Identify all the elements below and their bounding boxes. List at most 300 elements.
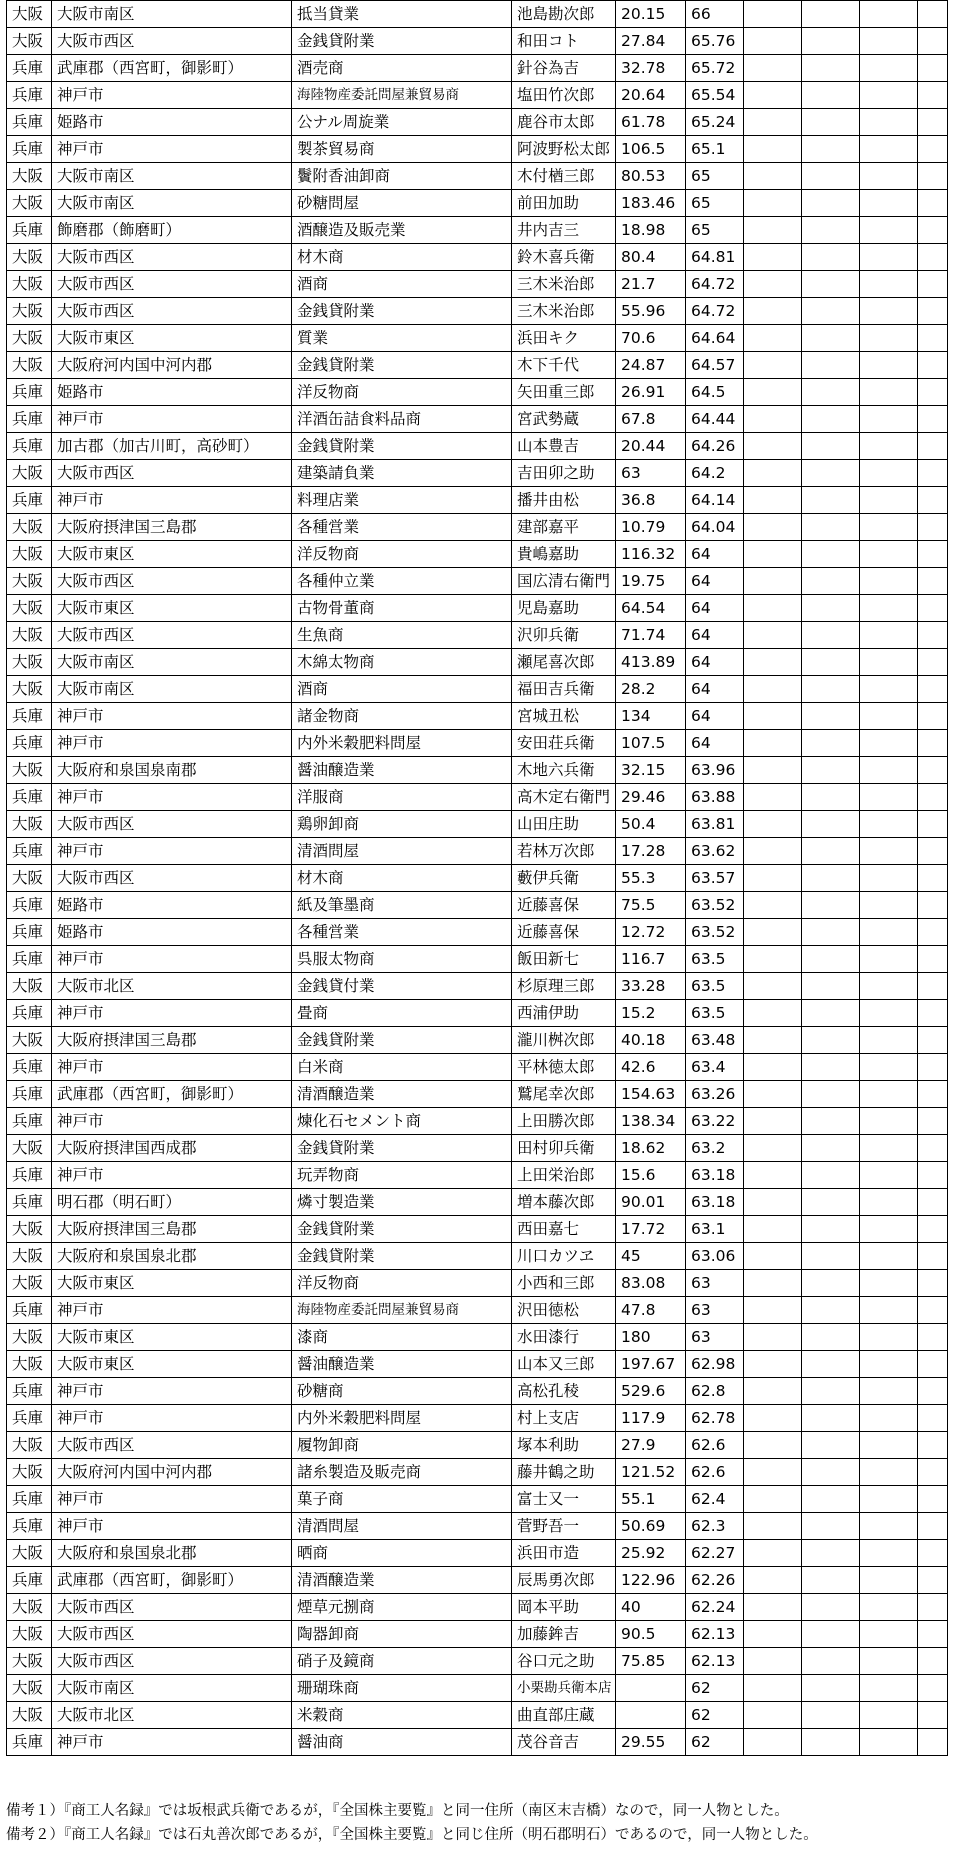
empty-cell [860, 487, 918, 514]
trade-cell: 内外米穀肥料問屋 [292, 1405, 512, 1432]
empty-cell [918, 1000, 948, 1027]
location-cell: 大阪市北区 [52, 1702, 292, 1729]
trade-cell: 金銭貸附業 [292, 352, 512, 379]
rate-cell: 66 [686, 1, 744, 28]
prefecture-cell: 大阪 [7, 676, 52, 703]
amount-cell: 28.2 [616, 676, 686, 703]
trade-cell: 菓子商 [292, 1486, 512, 1513]
trade-cell: 清酒問屋 [292, 838, 512, 865]
location-cell: 大阪市東区 [52, 541, 292, 568]
empty-cell [802, 379, 860, 406]
name-cell: 塚本利助 [512, 1432, 616, 1459]
empty-cell [744, 460, 802, 487]
amount-cell: 67.8 [616, 406, 686, 433]
prefecture-cell: 兵庫 [7, 1729, 52, 1756]
empty-cell [744, 217, 802, 244]
empty-cell [918, 28, 948, 55]
empty-cell [918, 1135, 948, 1162]
location-cell: 姫路市 [52, 379, 292, 406]
prefecture-cell: 兵庫 [7, 406, 52, 433]
prefecture-cell: 兵庫 [7, 1081, 52, 1108]
empty-cell [918, 109, 948, 136]
amount-cell: 154.63 [616, 1081, 686, 1108]
location-cell: 大阪市西区 [52, 622, 292, 649]
prefecture-cell: 大阪 [7, 298, 52, 325]
empty-cell [744, 703, 802, 730]
empty-cell [918, 1189, 948, 1216]
empty-cell [802, 1405, 860, 1432]
table-row [7, 1702, 948, 1729]
rate-cell: 65.24 [686, 109, 744, 136]
empty-cell [918, 55, 948, 82]
trade-cell: 清酒醸造業 [292, 1081, 512, 1108]
empty-cell [744, 730, 802, 757]
amount-cell: 80.53 [616, 163, 686, 190]
empty-cell [744, 514, 802, 541]
empty-cell [918, 1405, 948, 1432]
empty-cell [860, 1675, 918, 1702]
rate-cell: 62.6 [686, 1459, 744, 1486]
location-cell: 姫路市 [52, 892, 292, 919]
name-cell: 茂谷音吉 [512, 1729, 616, 1756]
empty-cell [860, 757, 918, 784]
empty-cell [860, 433, 918, 460]
rate-cell: 62 [686, 1675, 744, 1702]
prefecture-cell: 兵庫 [7, 1297, 52, 1324]
table-row [7, 811, 948, 838]
empty-cell [860, 109, 918, 136]
table-row [7, 838, 948, 865]
name-cell: 山田庄助 [512, 811, 616, 838]
empty-cell [918, 541, 948, 568]
empty-cell [744, 595, 802, 622]
location-cell: 神戸市 [52, 487, 292, 514]
trade-cell: 酒商 [292, 676, 512, 703]
rate-cell: 64.26 [686, 433, 744, 460]
empty-cell [860, 1, 918, 28]
location-cell: 神戸市 [52, 946, 292, 973]
rate-cell: 63.22 [686, 1108, 744, 1135]
table-row [7, 1513, 948, 1540]
trade-cell: 酒商 [292, 271, 512, 298]
name-cell: 木地六兵衛 [512, 757, 616, 784]
empty-cell [744, 1324, 802, 1351]
name-cell: 若林万次郎 [512, 838, 616, 865]
prefecture-cell: 兵庫 [7, 838, 52, 865]
trade-cell: 醤油醸造業 [292, 1351, 512, 1378]
table-row [7, 1270, 948, 1297]
empty-cell [918, 1351, 948, 1378]
amount-cell: 121.52 [616, 1459, 686, 1486]
location-cell: 大阪市西区 [52, 1621, 292, 1648]
table-row [7, 1, 948, 28]
location-cell: 大阪市東区 [52, 325, 292, 352]
name-cell: 上田栄治郎 [512, 1162, 616, 1189]
amount-cell: 107.5 [616, 730, 686, 757]
empty-cell [918, 676, 948, 703]
empty-cell [744, 1135, 802, 1162]
footnotes [6, 1799, 966, 1847]
name-cell: 吉田卯之助 [512, 460, 616, 487]
empty-cell [744, 379, 802, 406]
rate-cell: 62 [686, 1702, 744, 1729]
rate-cell: 63.5 [686, 973, 744, 1000]
rate-cell: 62.13 [686, 1621, 744, 1648]
rate-cell: 62.4 [686, 1486, 744, 1513]
empty-cell [918, 1054, 948, 1081]
prefecture-cell: 大阪 [7, 1540, 52, 1567]
prefecture-cell: 大阪 [7, 1270, 52, 1297]
trade-cell: 洋服商 [292, 784, 512, 811]
table-row [7, 1108, 948, 1135]
empty-cell [860, 730, 918, 757]
trade-cell: 醤油商 [292, 1729, 512, 1756]
empty-cell [802, 28, 860, 55]
table-row [7, 1054, 948, 1081]
table-row [7, 352, 948, 379]
amount-cell: 20.15 [616, 1, 686, 28]
empty-cell [860, 217, 918, 244]
rate-cell: 64 [686, 568, 744, 595]
table-row [7, 1621, 948, 1648]
location-cell: 神戸市 [52, 82, 292, 109]
empty-cell [744, 325, 802, 352]
table-row [7, 703, 948, 730]
name-cell: 瀧川桝次郎 [512, 1027, 616, 1054]
location-cell: 大阪府和泉国泉北郡 [52, 1243, 292, 1270]
empty-cell [802, 487, 860, 514]
amount-cell: 80.4 [616, 244, 686, 271]
trade-cell: 洋反物商 [292, 379, 512, 406]
empty-cell [744, 109, 802, 136]
empty-cell [860, 244, 918, 271]
empty-cell [802, 1135, 860, 1162]
empty-cell [802, 892, 860, 919]
prefecture-cell: 兵庫 [7, 433, 52, 460]
table-row [7, 433, 948, 460]
empty-cell [860, 1081, 918, 1108]
name-cell: 川口カツヱ [512, 1243, 616, 1270]
prefecture-cell: 大阪 [7, 244, 52, 271]
empty-cell [744, 1513, 802, 1540]
empty-cell [802, 946, 860, 973]
location-cell: 大阪市南区 [52, 676, 292, 703]
amount-cell: 75.5 [616, 892, 686, 919]
amount-cell: 32.15 [616, 757, 686, 784]
name-cell: 国広清右衛門 [512, 568, 616, 595]
trade-cell: 木綿太物商 [292, 649, 512, 676]
empty-cell [860, 865, 918, 892]
trade-cell: 材木商 [292, 865, 512, 892]
amount-cell: 45 [616, 1243, 686, 1270]
empty-cell [744, 1000, 802, 1027]
amount-cell: 50.4 [616, 811, 686, 838]
amount-cell: 117.9 [616, 1405, 686, 1432]
empty-cell [744, 541, 802, 568]
prefecture-cell: 大阪 [7, 1, 52, 28]
rate-cell: 62.6 [686, 1432, 744, 1459]
rate-cell: 64.14 [686, 487, 744, 514]
empty-cell [802, 595, 860, 622]
prefecture-cell: 大阪 [7, 541, 52, 568]
empty-cell [802, 433, 860, 460]
empty-cell [860, 1729, 918, 1756]
location-cell: 武庫郡（西宮町，御影町） [52, 1081, 292, 1108]
prefecture-cell: 大阪 [7, 1324, 52, 1351]
rate-cell: 63.57 [686, 865, 744, 892]
empty-cell [860, 622, 918, 649]
empty-cell [744, 676, 802, 703]
empty-cell [802, 1729, 860, 1756]
rate-cell: 65.54 [686, 82, 744, 109]
amount-cell: 134 [616, 703, 686, 730]
location-cell: 神戸市 [52, 136, 292, 163]
trade-cell: 洋反物商 [292, 541, 512, 568]
empty-cell [744, 1378, 802, 1405]
location-cell: 大阪市南区 [52, 190, 292, 217]
empty-cell [802, 1351, 860, 1378]
table-row [7, 244, 948, 271]
prefecture-cell: 兵庫 [7, 136, 52, 163]
name-cell: 和田コト [512, 28, 616, 55]
empty-cell [918, 1702, 948, 1729]
table-row [7, 271, 948, 298]
location-cell: 大阪府摂津国三島郡 [52, 514, 292, 541]
empty-cell [860, 973, 918, 1000]
empty-cell [802, 406, 860, 433]
table-row [7, 487, 948, 514]
table-row [7, 1729, 948, 1756]
empty-cell [918, 352, 948, 379]
trade-cell: 金銭貸付業 [292, 973, 512, 1000]
empty-cell [860, 514, 918, 541]
empty-cell [744, 1567, 802, 1594]
table-row [7, 109, 948, 136]
trade-cell: 燐寸製造業 [292, 1189, 512, 1216]
prefecture-cell: 大阪 [7, 757, 52, 784]
empty-cell [918, 1, 948, 28]
empty-cell [918, 136, 948, 163]
table-row [7, 946, 948, 973]
rate-cell: 62 [686, 1729, 744, 1756]
rate-cell: 63.62 [686, 838, 744, 865]
empty-cell [744, 190, 802, 217]
location-cell: 大阪市西区 [52, 1432, 292, 1459]
empty-cell [744, 28, 802, 55]
empty-cell [744, 298, 802, 325]
trade-cell: 砂糖商 [292, 1378, 512, 1405]
name-cell: 宮武勢蔵 [512, 406, 616, 433]
location-cell: 大阪市東区 [52, 1270, 292, 1297]
empty-cell [744, 946, 802, 973]
rate-cell: 65 [686, 217, 744, 244]
empty-cell [744, 568, 802, 595]
prefecture-cell: 大阪 [7, 1135, 52, 1162]
empty-cell [918, 1513, 948, 1540]
rate-cell: 62.3 [686, 1513, 744, 1540]
trade-cell: 煉化石セメント商 [292, 1108, 512, 1135]
table-row [7, 1378, 948, 1405]
empty-cell [744, 1351, 802, 1378]
empty-cell [744, 622, 802, 649]
name-cell: 西浦伊助 [512, 1000, 616, 1027]
prefecture-cell: 大阪 [7, 568, 52, 595]
empty-cell [744, 1648, 802, 1675]
location-cell: 神戸市 [52, 406, 292, 433]
trade-cell: 料理店業 [292, 487, 512, 514]
empty-cell [918, 487, 948, 514]
amount-cell: 27.9 [616, 1432, 686, 1459]
empty-cell [860, 136, 918, 163]
empty-cell [918, 514, 948, 541]
trade-cell: 酒売商 [292, 55, 512, 82]
name-cell: 水田漆行 [512, 1324, 616, 1351]
empty-cell [744, 433, 802, 460]
table-row [7, 973, 948, 1000]
table-row [7, 676, 948, 703]
empty-cell [802, 1621, 860, 1648]
name-cell: 岡本平助 [512, 1594, 616, 1621]
empty-cell [802, 1486, 860, 1513]
empty-cell [918, 271, 948, 298]
name-cell: 増本藤次郎 [512, 1189, 616, 1216]
empty-cell [918, 298, 948, 325]
footnote-2: 備考２）『商工人名録』では石丸善次郎であるが，『全国株主要覧』と同じ住所（明石郡明石）であるので，同一人物とした。 [6, 1827, 818, 1843]
empty-cell [860, 1189, 918, 1216]
amount-cell: 32.78 [616, 55, 686, 82]
location-cell: 姫路市 [52, 919, 292, 946]
empty-cell [860, 784, 918, 811]
rate-cell: 62.26 [686, 1567, 744, 1594]
name-cell: 高木定右衛門 [512, 784, 616, 811]
rate-cell: 63.4 [686, 1054, 744, 1081]
location-cell: 神戸市 [52, 1000, 292, 1027]
prefecture-cell: 兵庫 [7, 1189, 52, 1216]
empty-cell [918, 1162, 948, 1189]
table-row [7, 1567, 948, 1594]
location-cell: 大阪府河内国中河内郡 [52, 352, 292, 379]
name-cell: 針谷為吉 [512, 55, 616, 82]
trade-cell: 海陸物産委託問屋兼貿易商 [292, 1297, 512, 1324]
table-row [7, 28, 948, 55]
trade-cell: 内外米穀肥料問屋 [292, 730, 512, 757]
table-row [7, 1216, 948, 1243]
location-cell: 神戸市 [52, 1729, 292, 1756]
trade-cell: 建築請負業 [292, 460, 512, 487]
trade-cell: 洋酒缶詰食料品商 [292, 406, 512, 433]
empty-cell [918, 1378, 948, 1405]
empty-cell [802, 1270, 860, 1297]
table-row [7, 406, 948, 433]
name-cell: 沢田徳松 [512, 1297, 616, 1324]
empty-cell [802, 1648, 860, 1675]
empty-cell [802, 352, 860, 379]
name-cell: 三木米治郎 [512, 298, 616, 325]
empty-cell [802, 1567, 860, 1594]
table-row [7, 1000, 948, 1027]
empty-cell [860, 1513, 918, 1540]
empty-cell [860, 1594, 918, 1621]
prefecture-cell: 兵庫 [7, 109, 52, 136]
empty-cell [802, 1378, 860, 1405]
empty-cell [744, 1027, 802, 1054]
amount-cell: 33.28 [616, 973, 686, 1000]
empty-cell [802, 1540, 860, 1567]
table-row [7, 757, 948, 784]
location-cell: 大阪市西区 [52, 568, 292, 595]
location-cell: 神戸市 [52, 1378, 292, 1405]
prefecture-cell: 兵庫 [7, 703, 52, 730]
empty-cell [918, 946, 948, 973]
name-cell: 矢田重三郎 [512, 379, 616, 406]
empty-cell [802, 514, 860, 541]
table-row [7, 1027, 948, 1054]
empty-cell [860, 325, 918, 352]
rate-cell: 62.24 [686, 1594, 744, 1621]
empty-cell [744, 1594, 802, 1621]
name-cell: 鈴木喜兵衛 [512, 244, 616, 271]
empty-cell [918, 1027, 948, 1054]
empty-cell [802, 973, 860, 1000]
name-cell: 山本又三郎 [512, 1351, 616, 1378]
name-cell: 曲直部庄蔵 [512, 1702, 616, 1729]
amount-cell: 122.96 [616, 1567, 686, 1594]
location-cell: 大阪市西区 [52, 460, 292, 487]
amount-cell: 183.46 [616, 190, 686, 217]
empty-cell [744, 406, 802, 433]
prefecture-cell: 兵庫 [7, 919, 52, 946]
empty-cell [918, 1243, 948, 1270]
empty-cell [802, 1594, 860, 1621]
prefecture-cell: 兵庫 [7, 1405, 52, 1432]
table-row [7, 136, 948, 163]
table-row [7, 1432, 948, 1459]
empty-cell [744, 1054, 802, 1081]
amount-cell: 71.74 [616, 622, 686, 649]
name-cell: 平林徳太郎 [512, 1054, 616, 1081]
rate-cell: 63.26 [686, 1081, 744, 1108]
amount-cell: 26.91 [616, 379, 686, 406]
table-row [7, 622, 948, 649]
empty-cell [744, 1675, 802, 1702]
prefecture-cell: 大阪 [7, 352, 52, 379]
prefecture-cell: 兵庫 [7, 784, 52, 811]
amount-cell: 27.84 [616, 28, 686, 55]
location-cell: 明石郡（明石町） [52, 1189, 292, 1216]
rate-cell: 63.18 [686, 1189, 744, 1216]
trade-cell: 酒醸造及販売業 [292, 217, 512, 244]
prefecture-cell: 兵庫 [7, 892, 52, 919]
name-cell: 瀬尾喜次郎 [512, 649, 616, 676]
empty-cell [860, 595, 918, 622]
empty-cell [744, 784, 802, 811]
empty-cell [744, 352, 802, 379]
empty-cell [802, 109, 860, 136]
empty-cell [918, 244, 948, 271]
table-row [7, 1540, 948, 1567]
empty-cell [918, 1540, 948, 1567]
trade-cell: 金銭貸附業 [292, 1243, 512, 1270]
trade-cell: 玩弄物商 [292, 1162, 512, 1189]
trade-cell: 諸糸製造及販売商 [292, 1459, 512, 1486]
amount-cell: 75.85 [616, 1648, 686, 1675]
empty-cell [860, 1378, 918, 1405]
name-cell: 辰馬勇次郎 [512, 1567, 616, 1594]
empty-cell [860, 1405, 918, 1432]
empty-cell [860, 28, 918, 55]
trade-cell: 金銭貸附業 [292, 28, 512, 55]
empty-cell [918, 703, 948, 730]
